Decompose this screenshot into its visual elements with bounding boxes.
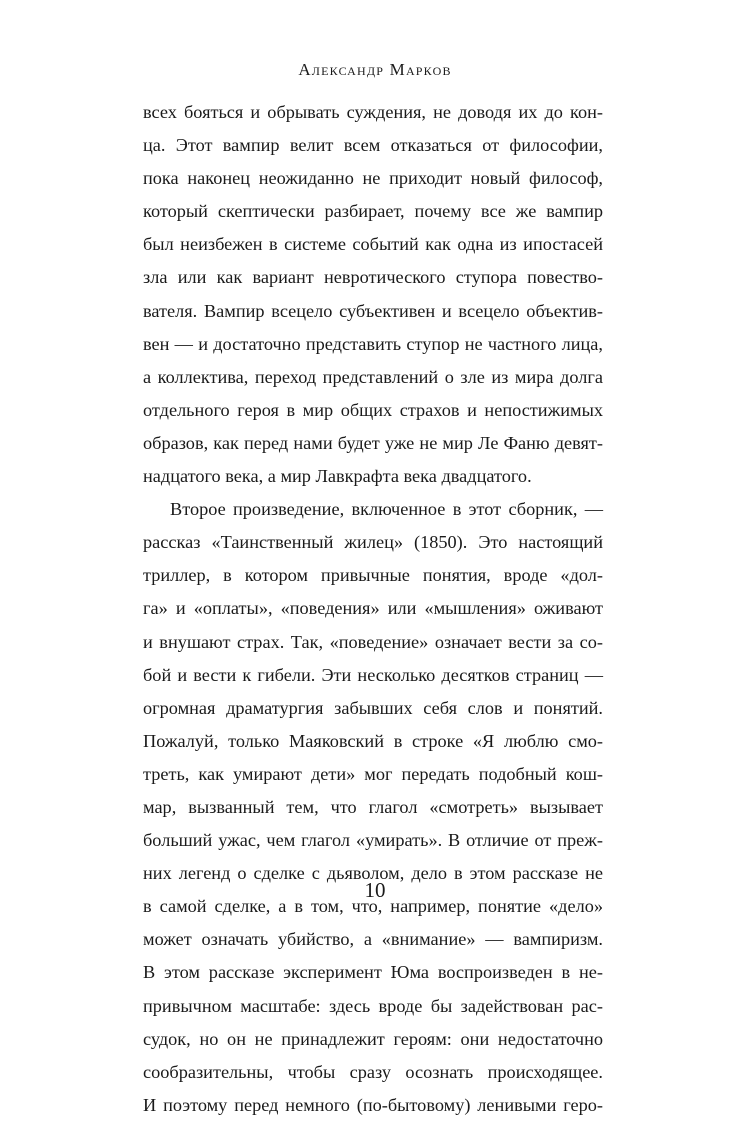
text-line: больший ужас, чем глагол «умирать». В отличие от преж- xyxy=(143,830,603,851)
text-line: и внушают страх. Так, «поведение» означает вести за со- xyxy=(143,631,603,652)
text-line: всех бояться и обрывать суждения, не доводя их до кон- xyxy=(143,102,603,122)
text-line: образов, как перед нами будет уже не мир Ле Фаню девят- xyxy=(143,432,603,453)
text-line: триллер, в котором привычные понятия, вроде «дол- xyxy=(143,565,603,586)
text-line: отдельного героя в мир общих страхов и непостижимых xyxy=(143,399,603,420)
text-line: пока наконец неожиданно не приходит новый философ, xyxy=(143,168,603,189)
text-line: в самой сделке, а в том, что, например, понятие «дело» xyxy=(143,896,603,917)
text-line: мар, вызванный тем, что глагол «смотреть» вызывает xyxy=(143,796,603,817)
text-line: который скептически разбирает, почему все же вампир xyxy=(143,201,603,222)
paragraph-start-line: Второе произведение, включенное в этот сборник, — xyxy=(170,499,603,520)
text-line: ца. Этот вампир велит всем отказаться от философии, xyxy=(143,135,603,156)
text-line: сообразительны, чтобы сразу осознать происходящее. xyxy=(143,1061,603,1082)
text-line: зла или как вариант невротического ступора повество- xyxy=(143,267,603,288)
text-line: привычном масштабе: здесь вроде бы задействован рас- xyxy=(143,995,603,1016)
text-line: В этом рассказе эксперимент Юма воспроизведен в не- xyxy=(143,962,603,983)
text-line: бой и вести к гибели. Эти несколько десятков страниц — xyxy=(143,664,603,685)
body-text xyxy=(143,96,603,1122)
text-line: может означать убийство, а «внимание» — вампиризм. xyxy=(143,929,603,950)
text-line: а коллектива, переход представлений о зле из мира долга xyxy=(143,366,603,387)
text-line: вателя. Вампир всецело субъективен и всецело объектив- xyxy=(143,300,603,321)
text-line: вен — и достаточно представить ступор не частного лица, xyxy=(143,333,603,354)
text-line: судок, но он не принадлежит героям: они недостаточно xyxy=(143,1028,603,1049)
text-line: Пожалуй, только Маяковский в строке «Я люблю смо- xyxy=(143,730,603,751)
text-line: И поэтому перед немного (по-бытовому) ленивыми геро- xyxy=(143,1094,603,1115)
text-line: огромная драматургия забывших себя слов и понятий. xyxy=(143,697,603,718)
text-line: га» и «оплаты», «поведения» или «мышления» оживают xyxy=(143,598,603,619)
text-line: треть, как умирают дети» мог передать подобный кош- xyxy=(143,763,603,784)
text-line: рассказ «Таинственный жилец» (1850). Это настоящий xyxy=(143,532,603,553)
page-number: 10 xyxy=(364,878,386,902)
text-line: был неизбежен в системе событий как одна из ипостасей xyxy=(143,234,603,255)
running-head: Александр Марков xyxy=(298,60,452,79)
text-line: них легенд о сделке с дьяволом, дело в этом рассказе не xyxy=(143,863,603,884)
paragraph-end-line: надцатого века, а мир Лавкрафта века двадцатого. xyxy=(143,466,532,487)
